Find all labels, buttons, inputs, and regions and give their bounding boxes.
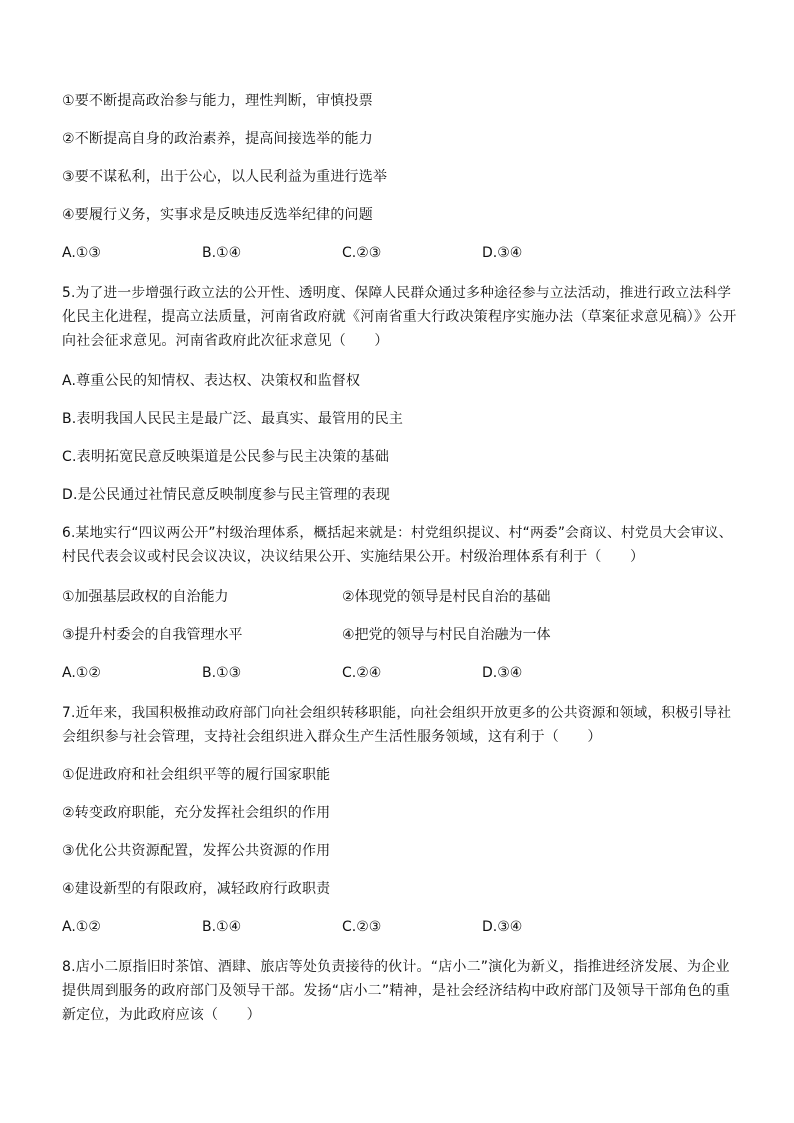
q7-item-4: ④建设新型的有限政府，减轻政府行政职责 [62, 881, 331, 897]
q6-option-c: C.②④ [342, 665, 382, 681]
q6-option-d: D.③④ [482, 665, 523, 681]
q4-item-2: ②不断提高自身的政治素养，提高间接选举的能力 [62, 131, 373, 147]
q5-stem-line-3: 向社会征求意见。河南省政府此次征求意见（ ） [62, 333, 389, 349]
q7-option-b: B.①④ [202, 919, 242, 935]
q7-item-1: ①促进政府和社会组织平等的履行国家职能 [62, 767, 331, 783]
q5-option-c: C.表明拓宽民意反映渠道是公民参与民主决策的基础 [62, 449, 390, 465]
q6-stem-line-1: 6.某地实行“四议两公开”村级治理体系，概括起来就是：村党组织提议、村“两委”会商议、村党员大会审议、 [62, 525, 733, 541]
q7-option-d: D.③④ [482, 919, 523, 935]
q5-option-d: D.是公民通过社情民意反映制度参与民主管理的表现 [62, 487, 391, 503]
q6-option-b: B.①③ [202, 665, 242, 681]
q8-stem-line-2: 提供周到服务的政府部门及领导干部。发扬“店小二”精神，是社会经济结构中政府部门及领导干部角色的重 [62, 983, 731, 999]
q7-stem-line-1: 7.近年来，我国积极推动政府部门向社会组织转移职能，向社会组织开放更多的公共资源和领域，积极引导社 [62, 705, 732, 721]
q4-item-4: ④要履行义务，实事求是反映违反选举纪律的问题 [62, 207, 373, 223]
q6-stem-line-2: 村民代表会议或村民会议决议，决议结果公开、实施结果公开。村级治理体系有利于（ ） [62, 549, 645, 565]
q4-item-3: ③要不谋私利，出于公心，以人民利益为重进行选举 [62, 169, 388, 185]
q6-item-4: ④把党的领导与村民自治融为一体 [342, 627, 551, 643]
q8-stem-line-1: 8.店小二原指旧时茶馆、酒肆、旅店等处负责接待的伙计。“店小二”演化为新义，指推进经济发展、为企业 [62, 959, 730, 975]
q5-stem-line-2: 化民主化进程，提高立法质量，河南省政府就《河南省重大行政决策程序实施办法（草案征求意见稿）》公开 [62, 309, 737, 325]
q5-option-a: A.尊重公民的知情权、表达权、决策权和监督权 [62, 373, 361, 389]
q5-stem-line-1: 5.为了进一步增强行政立法的公开性、透明度、保障人民群众通过多种途径参与立法活动，推进行政立法科学 [62, 285, 732, 301]
q4-item-1: ①要不断提高政治参与能力，理性判断，审慎投票 [62, 93, 373, 109]
q8-stem-line-3: 新定位，为此政府应该（ ） [62, 1007, 261, 1023]
q6-item-3: ③提升村委会的自我管理水平 [62, 627, 243, 643]
q6-item-1: ①加强基层政权的自治能力 [62, 589, 229, 605]
q4-option-b: B.①④ [202, 245, 242, 261]
q7-stem-line-2: 会组织参与社会管理，支持社会组织进入群众生产生活性服务领域，这有利于（ ） [62, 729, 602, 745]
q7-option-a: A.①② [62, 919, 101, 935]
q4-option-d: D.③④ [482, 245, 523, 261]
q4-option-a: A.①③ [62, 245, 101, 261]
q7-option-c: C.②③ [342, 919, 382, 935]
q7-item-2: ②转变政府职能，充分发挥社会组织的作用 [62, 805, 331, 821]
q6-item-2: ②体现党的领导是村民自治的基础 [342, 589, 551, 605]
q5-option-b: B.表明我国人民民主是最广泛、最真实、最管用的民主 [62, 411, 404, 427]
q7-item-3: ③优化公共资源配置，发挥公共资源的作用 [62, 843, 331, 859]
q6-option-a: A.①② [62, 665, 101, 681]
q4-option-c: C.②③ [342, 245, 382, 261]
